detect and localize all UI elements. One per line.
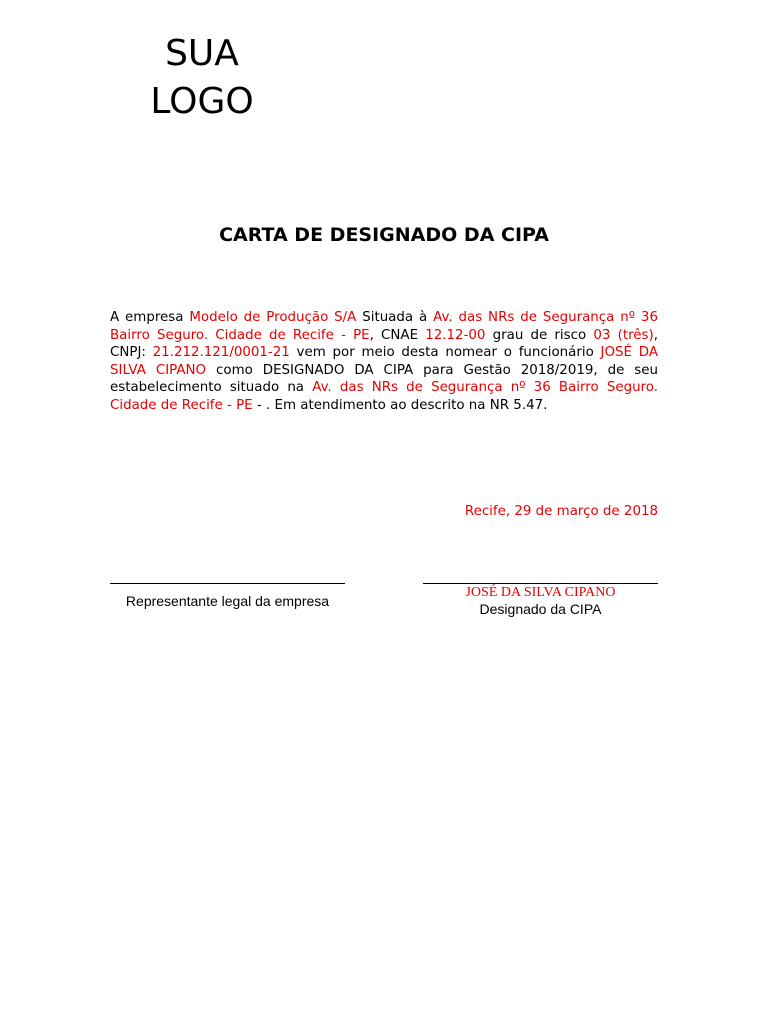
signature-label-company: Representante legal da empresa: [125, 593, 330, 609]
cnpj-number: 21.212.121/0001-21: [152, 345, 290, 361]
signature-designee-name: JOSÉ DA SILVA CIPANO: [465, 585, 616, 600]
body-text-segment: Situada à: [356, 310, 434, 325]
body-text-segment: grau de risco: [485, 327, 594, 343]
letter-date: Recife, 29 de março de 2018: [464, 504, 658, 519]
signature-label-designee: Designado da CIPA: [479, 601, 602, 617]
company-address: Av. das NRs de Segurança nº 36 Bairro Seguro. Cidade de Recife - PE: [110, 310, 658, 343]
logo-line-1: SUA: [165, 33, 239, 74]
cnae-code: 12.12-00: [425, 327, 486, 343]
signature-line: [423, 583, 658, 584]
signature-block-designee: [423, 583, 658, 618]
document-title: CARTA DE DESIGNADO DA CIPA: [219, 224, 549, 246]
body-text-segment: , CNAE: [369, 327, 426, 343]
letter-body: [110, 309, 658, 415]
body-text-segment: , CNPJ:: [110, 327, 658, 361]
establishment-address: Av. das NRs de Segurança nº 36 Bairro Seguro. Cidade de Recife - PE: [110, 380, 658, 413]
company-name: Modelo de Produção S/A: [189, 310, 357, 325]
signature-block-company: [110, 583, 345, 610]
risk-grade: 03 (três): [593, 327, 654, 343]
body-text-segment: A empresa: [110, 310, 190, 325]
body-text-segment: - . Em atendimento ao descrito na NR 5.47.: [252, 397, 548, 413]
logo-placeholder: [120, 30, 284, 126]
body-text-segment: vem por meio desta nomear o funcionário: [289, 345, 601, 361]
logo-line-2: LOGO: [150, 81, 254, 122]
body-text-segment: como DESIGNADO DA CIPA para Gestão 2018/2019, de seu estabelecimento situado na: [110, 362, 658, 396]
employee-name: JOSÉ DA SILVA CIPANO: [110, 345, 658, 378]
signature-line: [110, 583, 345, 584]
